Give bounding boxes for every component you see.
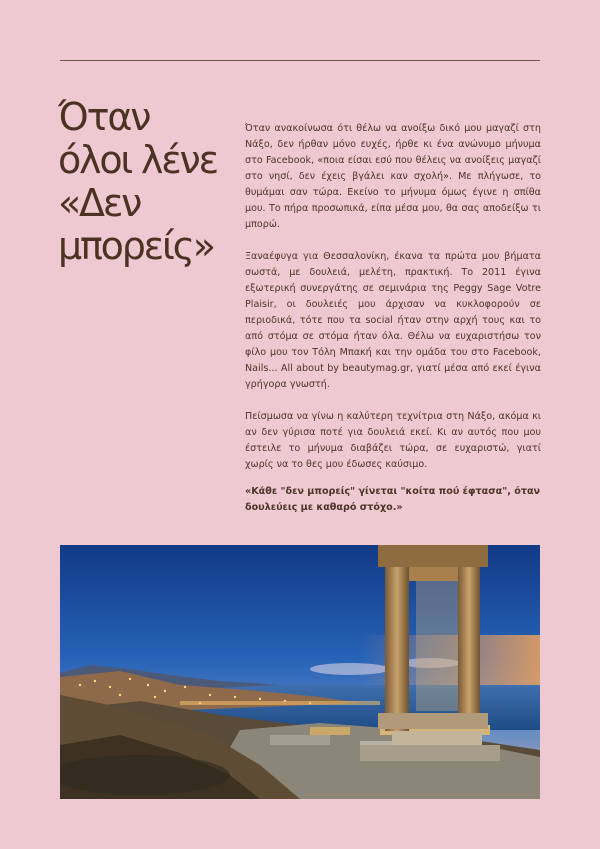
paragraph: Πείσμωσα να γίνω η καλύτερη τεχνίτρια στη Νάξο, ακόμα κι αν δεν γύρισα ποτέ για δουλειά εκεί. Κι αν αυτός που μου έστειλε το μήνυμα διαβάζει τώρα, σε ευχαριστώ, γιατί χωρίς να το θες μου έδωσες καύσιμο.	[245, 411, 541, 470]
title-line: «Δεν	[58, 181, 141, 225]
page-title	[58, 96, 238, 268]
title-line: Όταν	[58, 95, 150, 139]
paragraph: Ξαναέφυγα για Θεσσαλονίκη, έκανα τα πρώτα μου βήματα σωστά, με δουλειά, μελέτη, πρακτική. Το 2011 έγινα εξωτερική συνεργάτης σε σεμινάρια της Peggy Sage Votre Plaisir, οι δουλειές μου άρχισαν να κυκλοφορούν σε περιοδικά, τότε που τα social ήταν στην αρχή τους και το από στόμα σε στόμα ήταν όλα. Θέλω να ευχαριστήσω τον φίλο μου τον Τόλη Μπακή και την ομάδα του στο Facebook, Nails... All about by beautymag.gr, γιατί μέσα από εκεί έγινα γρήγορα γνωστή.	[245, 251, 541, 390]
article-body	[245, 121, 541, 489]
top-divider	[60, 60, 540, 61]
title-line: όλοι λένε	[58, 138, 217, 182]
paragraph: Όταν ανακοίνωσα ότι θέλω να ανοίξω δικό μου μαγαζί στη Νάξο, δεν ήρθαν μόνο ευχές, ήρθε κι ένα ανώνυμο μήνυμα στο Facebook, «ποια είσαι εσύ που θέλεις να ανοίξεις μαγαζί στο νησί, δεν έχεις βγάλει καν σχολή». Με πλήγωσε, το θυμάμαι σαν τώρα. Εκείνο το μήνυμα όμως έγινε η σπίθα μου. Το πήρα προσωπικά, είπα μέσα μου, θα σας αποδείξω τι μπορώ.	[245, 123, 541, 230]
pull-quote: «Κάθε "δεν μπορείς" γίνεται "κοίτα πού έφτασα", όταν δουλεύεις με καθαρό στόχο.»	[245, 486, 541, 513]
title-line: μπορείς»	[58, 224, 214, 268]
naxos-portara-photo	[60, 545, 540, 799]
